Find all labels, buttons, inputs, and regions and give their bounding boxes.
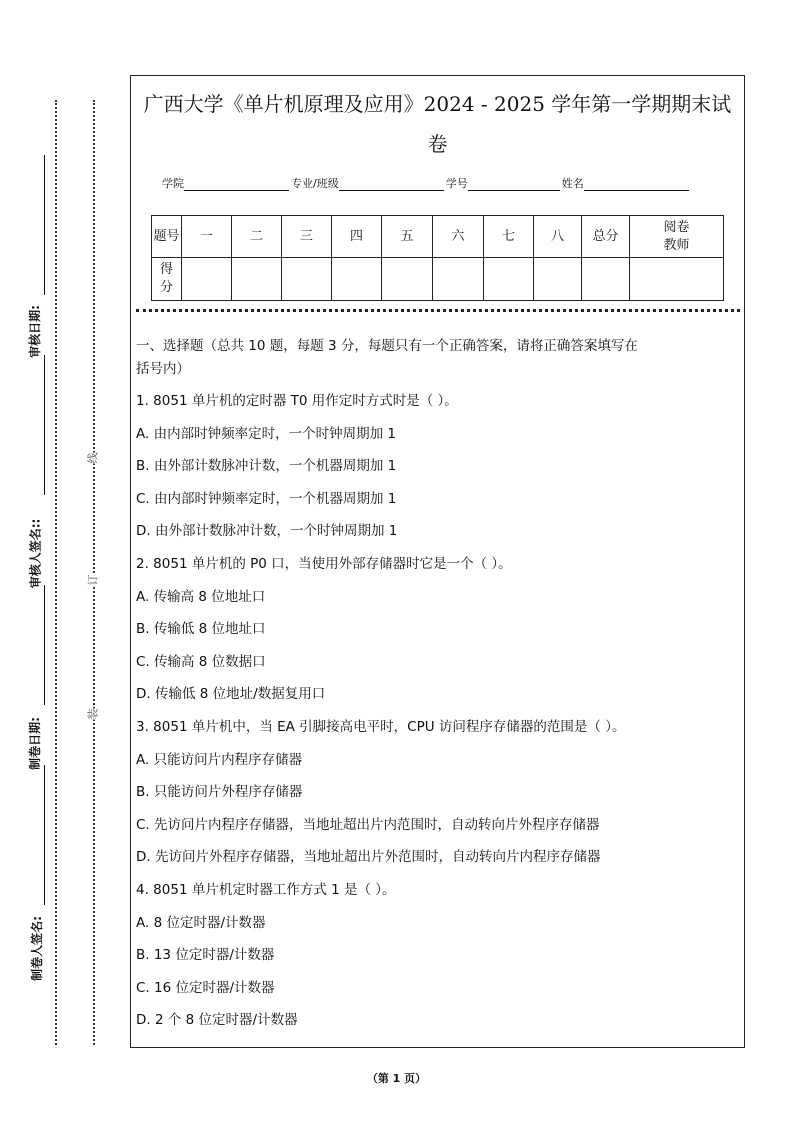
name-label: 姓名 [561,177,584,190]
answer-option: B. 13 位定时器/计数器 [136,947,275,964]
answer-option: B. 只能访问片外程序存储器 [136,784,303,801]
exam-title: 广西大学《单片机原理及应用》2024 - 2025 学年第一学期期末试 [143,92,732,116]
review-date-line [44,155,45,295]
section-heading-cont: 括号内） [136,361,190,377]
header-cell: 总分 [582,216,630,258]
score-cell[interactable] [433,258,484,301]
major-field[interactable] [339,179,444,191]
score-cell[interactable] [232,258,282,301]
major-label: 专业/班级 [291,177,339,190]
header-cell: 阅卷教师 [630,216,724,258]
score-row-label: 得分 [152,258,182,301]
answer-option: C. 传输高 8 位数据口 [136,653,266,670]
binding-mark-zhuang: 装 [86,708,100,720]
score-row [152,258,724,301]
answer-option: C. 16 位定时器/计数器 [136,979,275,996]
answer-option: C. 由内部时钟频率定时，一个机器周期加 1 [136,490,397,507]
college-label: 学院 [162,177,184,190]
answer-option: C. 先访问片内程序存储器，当地址超出片内范围时，自动转向片外程序存储器 [136,816,600,833]
header-cell: 四 [332,216,382,258]
score-table [151,215,724,301]
header-cell: 六 [433,216,484,258]
header-cell: 五 [382,216,433,258]
answer-option: A. 只能访问片内程序存储器 [136,751,303,768]
answer-option: A. 传输高 8 位地址口 [136,588,266,605]
binding-dotted-line-outer [55,100,57,1045]
score-cell[interactable] [282,258,332,301]
score-cell[interactable] [182,258,232,301]
student-id-field[interactable] [468,179,560,191]
college-field[interactable] [184,179,289,191]
answer-option: A. 由内部时钟频率定时，一个时钟周期加 1 [136,425,396,442]
binding-dotted-line-inner [93,100,95,1045]
make-date-line [44,585,45,705]
score-table-header [152,216,724,258]
exam-title-cont: 卷 [427,132,448,156]
answer-option: B. 传输低 8 位地址口 [136,621,266,638]
binding-mark-line: 线 [86,452,100,464]
question-stem: 3. 8051 单片机中，当 EA 引脚接高电平时，CPU 访问程序存储器的范围是（ ）。 [136,719,626,735]
answer-option: D. 2 个 8 位定时器/计数器 [136,1012,298,1029]
header-cell: 题号 [152,216,182,258]
question-stem: 4. 8051 单片机定时器工作方式 1 是（ ）。 [136,882,396,898]
header-cell: 一 [182,216,232,258]
answer-option: D. 传输低 8 位地址/数据复用口 [136,686,326,703]
header-cell: 七 [484,216,534,258]
header-cell: 八 [534,216,582,258]
answer-option: D. 由外部计数脉冲计数，一个时钟周期加 1 [136,523,398,540]
score-cell[interactable] [484,258,534,301]
score-cell[interactable] [582,258,630,301]
separator-dotted-line [136,309,740,312]
answer-option: D. 先访问片外程序存储器，当地址超出片外范围时，自动转向片内程序存储器 [136,849,601,866]
section-heading: 一、选择题（总共 10 题，每题 3 分，每题只有一个正确答案，请将正确答案填写在 [136,338,638,354]
reviewer-sign-label: 审核人签名:: [28,518,43,589]
student-info [162,175,691,191]
score-cell[interactable] [332,258,382,301]
binding-mark-ding: 订 [86,574,100,586]
score-cell[interactable] [630,258,724,301]
student-id-label: 学号 [445,177,468,190]
make-date-label: 制卷日期: [27,717,42,770]
header-cell: 二 [232,216,282,258]
score-cell[interactable] [534,258,582,301]
question-stem: 2. 8051 单片机的 P0 口，当使用外部存储器时它是一个（ ）。 [136,556,512,572]
name-field[interactable] [584,179,689,191]
page-footer: （第 1 页） [366,1072,427,1085]
maker-sign-label: 制卷人签名: [29,916,44,981]
maker-sign-line [44,765,45,905]
answer-option: B. 由外部计数脉冲计数，一个机器周期加 1 [136,458,397,475]
score-cell[interactable] [382,258,433,301]
review-date-label: 审核日期: [27,305,42,358]
question-stem: 1. 8051 单片机的定时器 T0 用作定时方式时是（ ）。 [136,393,458,409]
answer-option: A. 8 位定时器/计数器 [136,914,266,931]
reviewer-sign-line [44,355,45,495]
header-cell: 三 [282,216,332,258]
